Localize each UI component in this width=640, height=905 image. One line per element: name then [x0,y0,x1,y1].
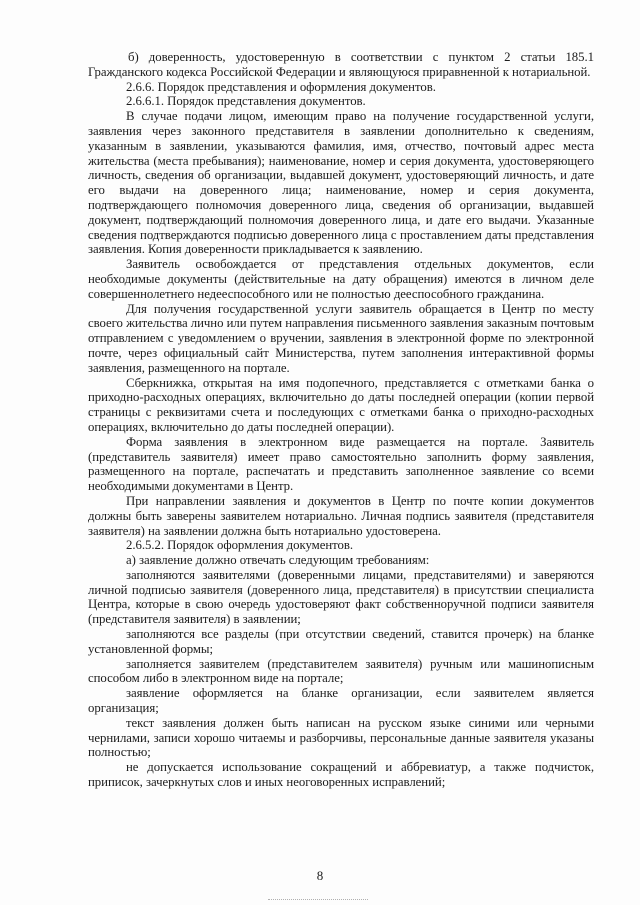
page-number: 8 [316,868,324,883]
paragraph-requirements-intro: а) заявление должно отвечать следующим требованиям: [126,553,430,568]
paragraph-application-ways: Для получения государственной услуги заявитель обращается в Центр по месту своего жительства лично или путем направления письменного заявления заказным почтовым отправлением с уведомлением о вручении, заявления в электронной форме по электронной почте, через официальный сайт Министерства, путем заполнения интерактивной формы заявления, размещенного на портале. [88,301,594,375]
section-heading-2-6-6: 2.6.6. Порядок представления и оформления документов. [126,79,436,94]
paragraph-power-of-attorney: б) доверенность, удостоверенную в соответствии с пунктом 2 статьи 185.1 Гражданского кодекса Российской Федерации и являющуюся приравненной к нотариальной. [88,50,594,79]
paragraph-requirement-language: текст заявления должен быть написан на русском языке синими или черными чернилами, записи хорошо читаемы и разборчивы, персональные данные заявителя указаны полностью; [88,715,594,760]
scan-artifact-line [268,899,368,901]
paragraph-requirement-letterhead: заявление оформляется на бланке организации, если заявителем является организация; [88,686,594,716]
paragraph-electronic-form: Форма заявления в электронном виде размещается на портале. Заявитель (представитель заявителя) имеет право самостоятельно заполнить форму заявления, размещенного на портале, распечатать и представить заполненное заявление со всеми необходимыми документами в Центр. [88,434,594,494]
paragraph-requirement-signature: заполняются заявителями (доверенными лицами, представителями) и заверяются личной подписью заявителя (доверенного лица, представителя) в присутствии специалиста Центра, которые в свою очередь удостоверяют факт собственноручной подписи заявителя (представителя заявителя) в заявлении; [88,567,594,627]
paragraph-requirement-sections: заполняются все разделы (при отсутствии сведений, ставится прочерк) на бланке установленной формы; [88,627,594,656]
paragraph-postal-submission: При направлении заявления и документов в Центр по почте копии документов должны быть заверены заявителем нотариально. Личная подпись заявителя (представителя заявителя) на заявлении должна быть нотариально удостоверена. [88,493,594,538]
paragraph-exemption: Заявитель освобождается от представления отдельных документов, если необходимые документы (действительные на дату обращения) имеются в личном деле совершеннолетнего недееспособного или не полностью дееспособного гражданина. [88,257,594,301]
section-heading-2-6-5-2: 2.6.5.2. Порядок оформления документов. [126,538,353,553]
paragraph-representative: В случае подачи лицом, имеющим право на получение государственной услуги, заявления через законного представителя в заявлении дополнительно к сведениям, указанным в заявлении, указываются фамилия, имя, отчество, почтовый адрес места жительства (места пребывания); наименование, номер и серия документа, удостоверяющего личность, сведения об организации, выдавшей документ, удостоверяющий личность, и дате его выдачи на доверенного лица; наименование, номер и серия документа, подтверждающего полномочия доверенного лица, сведения об организации, выдавшей документ, подтверждающий полномочия доверенного лица, и дате его выдачи. Указанные сведения подтверждаются подписью доверенного лица с проставлением даты представления заявления. Копия доверенности прикладывается к заявлению. [88,109,594,257]
section-heading-2-6-6-1: 2.6.6.1. Порядок представления документов. [126,94,366,109]
paragraph-requirement-filling: заполняется заявителем (представителем заявителя) ручным или машинописным способом либо в электронном виде на портале; [88,656,594,686]
paragraph-requirement-no-corrections: не допускается использование сокращений и аббревиатур, а также подчисток, приписок, зачеркнутых слов и иных неоговоренных исправлений; [88,760,594,790]
paragraph-savings-book: Сберкнижка, открытая на имя подопечного, представляется с отметками банка о приходно-расходных операциях, включительно до даты последней операции (копии первой страницы с реквизитами счета и последующих с отметками банка о приходно-расходных операциях, включительно до даты последней операции). [88,375,594,434]
document-body [88,50,594,790]
